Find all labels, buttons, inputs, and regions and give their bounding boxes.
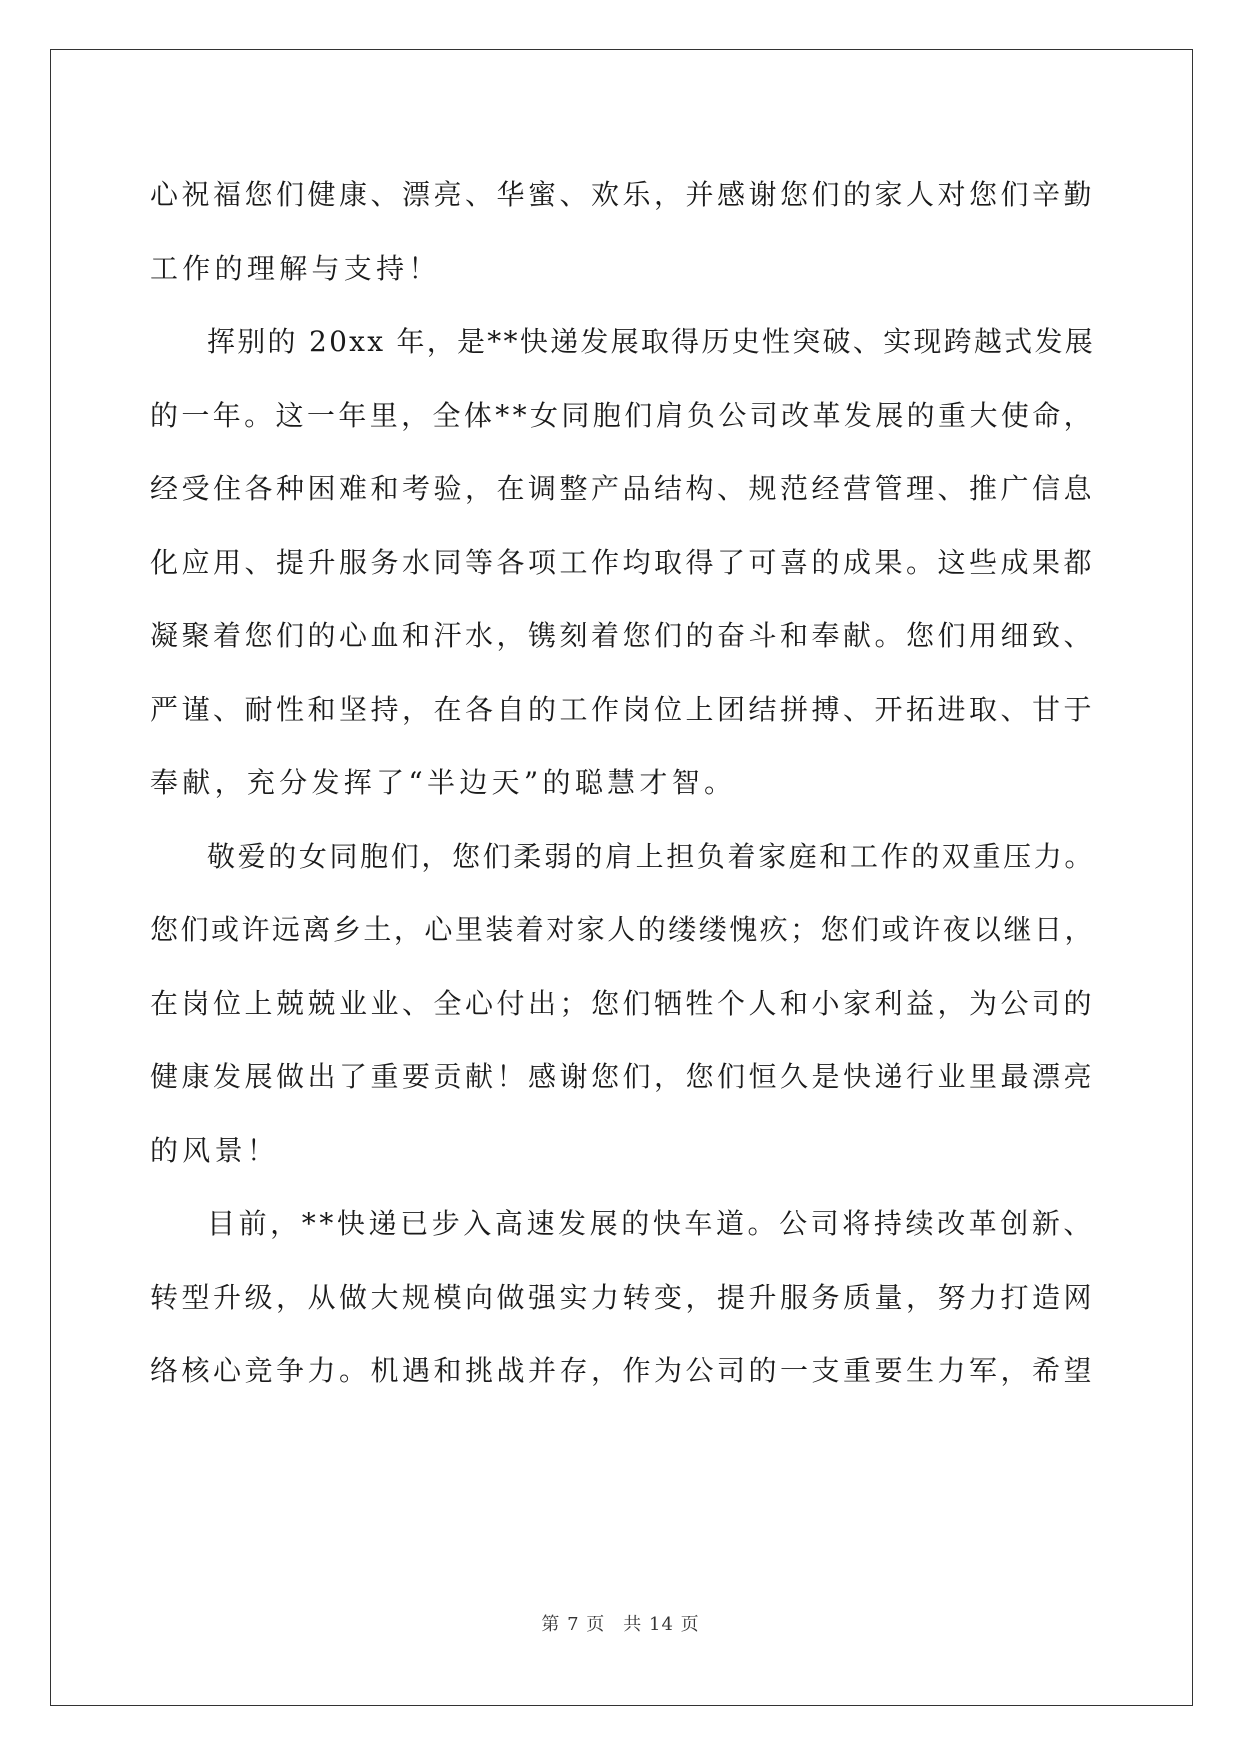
- text-line: 经受住各种困难和考验，在调整产品结构、规范经营管理、推广信息: [150, 472, 1095, 505]
- text-line: 目前，**快递已步入高速发展的快车道。公司将持续改革创新、: [207, 1207, 1095, 1240]
- text-line: 您们或许远离乡土，心里装着对家人的缕缕愧疚；您们或许夜以继日，: [150, 913, 1095, 946]
- text-line: 敬爱的女同胞们，您们柔弱的肩上担负着家庭和工作的双重压力。: [207, 839, 1095, 873]
- text-line: 健康发展做出了重要贡献！感谢您们，您们恒久是快递行业里最漂亮: [150, 1060, 1095, 1093]
- paragraph: [150, 820, 1095, 1188]
- text-line: 转型升级，从做大规模向做强实力转变，提升服务质量，努力打造网: [150, 1280, 1095, 1314]
- page-total: 共 14 页: [623, 1614, 700, 1635]
- text-line: 心祝福您们健康、漂亮、华蜜、欢乐，并感谢您们的家人对您们辛勤: [150, 178, 1095, 211]
- text-line: 严谨、耐性和坚持，在各自的工作岗位上团结拼搏、开拓进取、甘于: [150, 692, 1095, 726]
- paragraph: [150, 158, 1095, 305]
- text-line: 化应用、提升服务水同等各项工作均取得了可喜的成果。这些成果都: [150, 545, 1095, 579]
- page-footer: [0, 1610, 1241, 1636]
- page-number: 第 7 页: [541, 1614, 606, 1635]
- text-line: 工作的理解与支持！: [150, 251, 441, 285]
- text-line: 在岗位上兢兢业业、全心付出；您们牺牲个人和小家利益，为公司的: [150, 986, 1095, 1020]
- paragraph: [150, 305, 1095, 820]
- text-line: 奉献，充分发挥了“半边天”的聪慧才智。: [150, 766, 737, 799]
- document-body: [150, 158, 1095, 1408]
- paragraph: [150, 1187, 1095, 1408]
- text-line: 凝聚着您们的心血和汗水，镌刻着您们的奋斗和奉献。您们用细致、: [150, 619, 1095, 652]
- text-line: 挥别的 20xx 年，是**快递发展取得历史性突破、实现跨越式发展: [207, 325, 1095, 358]
- text-line: 络核心竞争力。机遇和挑战并存，作为公司的一支重要生力军，希望: [150, 1354, 1095, 1387]
- text-line: 的风景！: [150, 1133, 280, 1167]
- text-line: 的一年。这一年里，全体**女同胞们肩负公司改革发展的重大使命，: [150, 398, 1095, 432]
